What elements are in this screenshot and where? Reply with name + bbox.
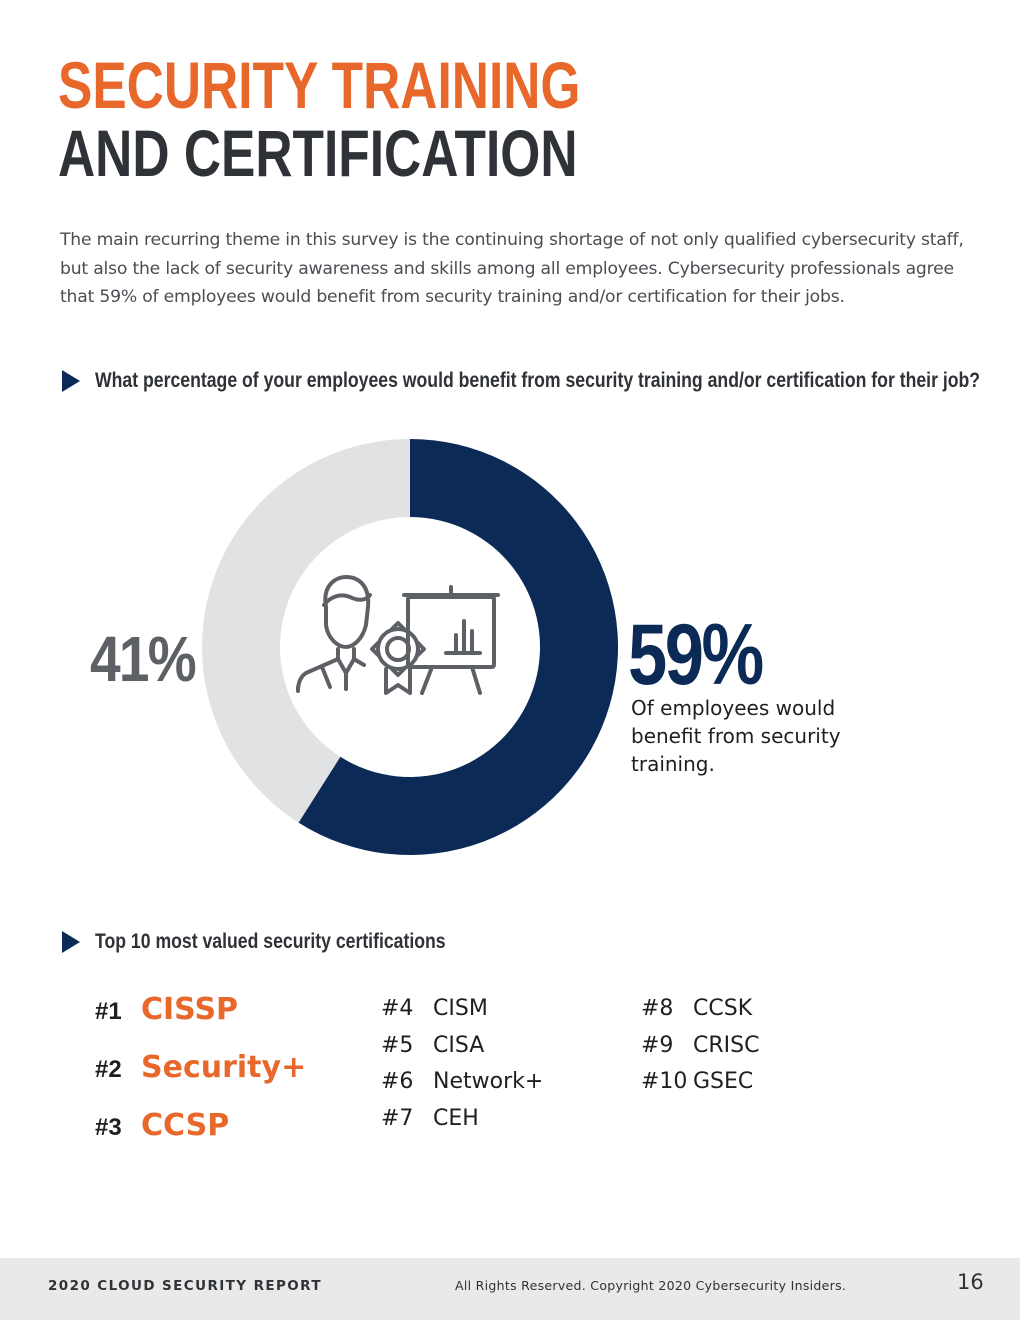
cert-list-column-3 bbox=[641, 990, 759, 1100]
survey-question: What percentage of your employees would benefit from security training and/or certification for their job? bbox=[95, 369, 981, 392]
cert-rank: #5 bbox=[381, 1032, 414, 1058]
cert-item-7 bbox=[381, 1100, 543, 1137]
survey-question-heading bbox=[62, 369, 1020, 393]
cert-name: CISM bbox=[433, 995, 488, 1021]
donut-slice-would-not-benefit bbox=[202, 439, 410, 823]
cert-name: CCSP bbox=[141, 1108, 230, 1143]
triangle-bullet-icon bbox=[62, 370, 80, 392]
cert-rank: #7 bbox=[381, 1105, 414, 1131]
copyright-notice: All Rights Reserved. Copyright 2020 Cybersecurity Insiders. bbox=[455, 1278, 847, 1293]
triangle-bullet-icon bbox=[62, 931, 80, 953]
cert-name: Security+ bbox=[141, 1050, 307, 1085]
cert-item-3 bbox=[95, 1108, 229, 1143]
benefit-caption: Of employees would benefit from security training. bbox=[631, 696, 841, 776]
cert-rank: #9 bbox=[641, 1032, 674, 1058]
intro-paragraph: The main recurring theme in this survey is the continuing shortage of not only qualified cybersecurity staff, but also the lack of security awareness and skills among all employees. Cybersecurity professionals agree that 59% of employees would benefit from security training and/or certification for their jobs. bbox=[60, 230, 964, 307]
cert-item-10 bbox=[641, 1063, 759, 1100]
title-line-2: AND CERTIFICATION bbox=[58, 116, 578, 190]
cert-rank: #2 bbox=[95, 1056, 122, 1083]
cert-item-5 bbox=[381, 1027, 543, 1064]
cert-name: Network+ bbox=[433, 1069, 544, 1095]
benefit-percentage: 59% bbox=[628, 607, 762, 703]
trainer-certificate-presentation-icon bbox=[298, 577, 498, 693]
cert-name: CISA bbox=[433, 1032, 485, 1058]
cert-rank: #10 bbox=[641, 1069, 688, 1095]
certifications-heading-text: Top 10 most valued security certifications bbox=[95, 930, 446, 953]
cert-item-1 bbox=[95, 992, 238, 1027]
cert-name: GSEC bbox=[693, 1069, 754, 1095]
cert-rank: #6 bbox=[381, 1069, 414, 1095]
cert-name: CISSP bbox=[141, 992, 239, 1027]
cert-name: CRISC bbox=[693, 1032, 760, 1058]
cert-item-4 bbox=[381, 990, 543, 1027]
not-benefit-percentage: 41% bbox=[90, 623, 196, 695]
cert-name: CEH bbox=[433, 1105, 479, 1131]
report-name: 2020 CLOUD SECURITY REPORT bbox=[48, 1278, 322, 1294]
page-title bbox=[58, 48, 958, 190]
cert-name: CCSK bbox=[693, 995, 753, 1021]
page-number: 16 bbox=[957, 1270, 984, 1294]
cert-list-column-2 bbox=[381, 990, 543, 1137]
title-line-1: SECURITY TRAINING bbox=[58, 48, 581, 122]
cert-rank: #3 bbox=[95, 1114, 122, 1141]
cert-rank: #8 bbox=[641, 995, 674, 1021]
page-footer bbox=[0, 1258, 1020, 1320]
cert-item-2 bbox=[95, 1050, 306, 1085]
cert-rank: #4 bbox=[381, 995, 414, 1021]
certifications-heading bbox=[62, 930, 512, 954]
cert-item-6 bbox=[381, 1063, 543, 1100]
cert-rank: #1 bbox=[95, 998, 122, 1025]
cert-item-9 bbox=[641, 1027, 759, 1064]
donut-chart bbox=[200, 437, 620, 857]
cert-item-8 bbox=[641, 990, 759, 1027]
